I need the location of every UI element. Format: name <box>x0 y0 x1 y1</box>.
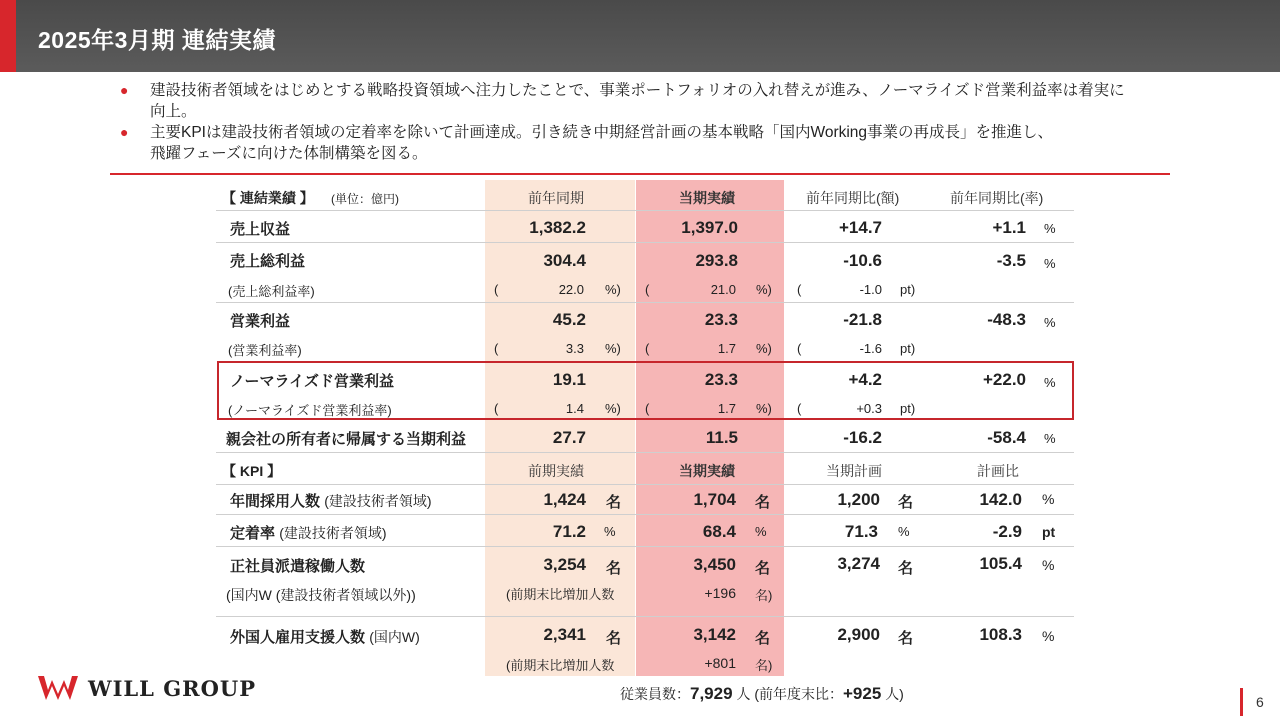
value-diff: -1.0 <box>859 282 882 297</box>
logo-text: WILL GROUP <box>88 676 257 701</box>
unit-people: 名 <box>755 494 771 511</box>
kpi-section-label: 【 KPI 】 <box>222 463 282 479</box>
value-prev: 304.4 <box>543 251 586 270</box>
summary-bullets <box>118 80 1178 164</box>
row-label-revenue: 売上収益 <box>230 221 291 238</box>
row-divider <box>216 302 1074 303</box>
value-rate: -58.4 <box>987 428 1026 447</box>
value-prev: 19.1 <box>552 370 586 389</box>
employee-count-note: 従業員数：7,929 人 (前年度末比：+925 人) <box>620 684 904 703</box>
value-diff: +4.2 <box>848 370 882 389</box>
value-curr: 1.7 <box>717 401 736 416</box>
page-number: 6 <box>1256 694 1264 710</box>
increase-label: (前期末比増加人数 <box>506 587 615 602</box>
unit-pct: % <box>1044 315 1056 330</box>
increase-label: (前期末比増加人数 <box>506 658 615 673</box>
value-ratio: -2.9 <box>992 522 1022 541</box>
unit-people: 名 <box>606 494 622 511</box>
value-plan: 3,274 <box>837 554 880 573</box>
row-label-normalized-margin: (ノーマライズド営業利益率) <box>228 403 392 418</box>
row-divider <box>216 452 1074 453</box>
value-curr: 68.4 <box>702 522 736 541</box>
col-header-ratio: 計画比 <box>977 463 1019 479</box>
value-prev: 71.2 <box>552 522 586 541</box>
unit-pct: % <box>898 524 910 539</box>
kpi-label-foreign: 外国人雇用支援人数 (国内W) <box>230 629 420 646</box>
value-ratio: 108.3 <box>979 625 1022 644</box>
divider <box>110 173 1170 175</box>
bullet-item: ● 主要KPIは建設技術者領域の定着率を除いて計画達成。引き続き中期経営計画の基本戦略「国内Working事業の再成長」を推進し、 飛躍フェーズに向けた体制構築を図る。 <box>120 124 1054 162</box>
unit-people: 名 <box>606 630 622 647</box>
row-label-gross-profit: 売上総利益 <box>230 253 306 270</box>
unit-people: 名 <box>898 494 914 511</box>
col-header-diff: 前年同期比(額) <box>806 190 900 206</box>
kpi-label-hires: 年間採用人数 (建設技術者領域) <box>230 493 432 510</box>
value-prev: 27.7 <box>552 428 586 447</box>
increase-value: +801 <box>704 655 736 671</box>
paren-close-pt: pt) <box>900 341 916 356</box>
unit-pct: % <box>1042 628 1055 644</box>
paren-open: ( <box>645 282 650 297</box>
row-label-operating-profit: 営業利益 <box>230 313 291 330</box>
paren-open: ( <box>797 401 802 416</box>
value-prev: 3,254 <box>543 555 586 574</box>
row-divider <box>216 210 1074 211</box>
value-diff: -16.2 <box>843 428 882 447</box>
paren-open: ( <box>494 341 499 356</box>
value-ratio: 142.0 <box>979 490 1022 509</box>
value-prev: 3.3 <box>565 341 584 356</box>
paren-open: ( <box>797 341 802 356</box>
paren-close-pt: pt) <box>900 282 916 297</box>
value-curr: 1.7 <box>717 341 736 356</box>
col-header-plan: 当期計画 <box>826 463 882 479</box>
unit-pct: % <box>755 524 767 539</box>
row-divider <box>216 484 1074 485</box>
slide-header <box>0 0 1280 72</box>
value-diff: +0.3 <box>856 401 882 416</box>
col-header-curr: 当期実績 <box>679 190 735 206</box>
row-divider <box>216 514 1074 515</box>
unit-pt: pt <box>1042 524 1056 540</box>
value-rate: -48.3 <box>987 310 1026 329</box>
paren-close-pct: %) <box>756 282 772 297</box>
increase-unit: 名) <box>755 658 773 673</box>
value-prev: 1,382.2 <box>529 218 586 237</box>
value-diff: +14.7 <box>838 218 882 237</box>
value-rate: -3.5 <box>996 251 1026 270</box>
value-plan: 2,900 <box>837 625 880 644</box>
col-header-curr: 当期実績 <box>679 463 735 479</box>
value-plan: 1,200 <box>837 490 880 509</box>
bullet-dot-icon: ● <box>120 82 129 98</box>
value-ratio: 105.4 <box>979 554 1022 573</box>
value-prev: 1.4 <box>565 401 584 416</box>
value-diff: -1.6 <box>859 341 882 356</box>
row-divider <box>216 616 1074 617</box>
paren-open: ( <box>645 401 650 416</box>
value-rate: +1.1 <box>992 218 1026 237</box>
results-section-label: 【 連結業績 】 <box>222 190 314 206</box>
unit-pct: % <box>1042 491 1055 507</box>
row-label-net-income: 親会社の所有者に帰属する当期利益 <box>226 431 467 448</box>
value-curr: 23.3 <box>704 310 738 329</box>
col-header-rate: 前年同期比(率) <box>950 190 1044 206</box>
paren-close-pct: %) <box>756 341 772 356</box>
value-diff: -10.6 <box>843 251 882 270</box>
value-prev: 1,424 <box>543 490 586 509</box>
unit-people: 名 <box>898 630 914 647</box>
bullet-dot-icon: ● <box>120 124 129 140</box>
paren-open: ( <box>494 401 499 416</box>
value-curr: 11.5 <box>705 428 738 447</box>
kpi-label-retention: 定着率 (建設技術者領域) <box>230 525 387 542</box>
unit-pct: % <box>1044 431 1056 446</box>
paren-open: ( <box>494 282 499 297</box>
value-plan: 71.3 <box>844 522 878 541</box>
value-curr: 21.0 <box>710 282 736 297</box>
paren-close-pct: %) <box>605 401 621 416</box>
paren-close-pct: %) <box>605 341 621 356</box>
row-label-gross-margin: (売上総利益率) <box>228 284 315 299</box>
unit-pct: % <box>1044 221 1056 236</box>
increase-value: +196 <box>704 585 736 601</box>
value-curr: 3,142 <box>693 625 736 644</box>
value-rate: +22.0 <box>982 370 1026 389</box>
kpi-label-dispatch: 正社員派遣稼働人数 <box>230 558 366 575</box>
unit-pct: % <box>604 524 616 539</box>
value-prev: 22.0 <box>558 282 584 297</box>
kpi-sublabel-dispatch: (国内W (建設技術者領域以外)) <box>226 587 416 603</box>
col-header-prev: 前年同期 <box>528 190 584 206</box>
value-curr: 23.3 <box>704 370 738 389</box>
col-header-prev: 前期実績 <box>528 463 584 479</box>
row-label-operating-margin: (営業利益率) <box>228 343 302 358</box>
paren-open: ( <box>797 282 802 297</box>
header-accent-bar <box>0 0 16 72</box>
row-label-normalized-op: ノーマライズド営業利益 <box>230 373 394 390</box>
unit-people: 名 <box>755 560 771 577</box>
bullet-item: ● 建設技術者領域をはじめとする戦略投資領域へ注力したことで、事業ポートフォリオの入れ替えが進み、ノーマライズド営業利益率は着実に 向上。 <box>120 82 1125 120</box>
paren-open: ( <box>645 341 650 356</box>
unit-pct: % <box>1044 375 1056 390</box>
page-number-bar <box>1240 688 1243 716</box>
value-prev: 2,341 <box>543 625 586 644</box>
will-group-logo-icon <box>36 674 80 702</box>
unit-pct: % <box>1042 557 1055 573</box>
unit-people: 名 <box>755 630 771 647</box>
paren-close-pct: %) <box>605 282 621 297</box>
row-divider <box>216 546 1074 547</box>
value-curr: 293.8 <box>695 251 738 270</box>
paren-close-pt: pt) <box>900 401 916 416</box>
unit-label: (単位：億円) <box>331 192 399 206</box>
unit-pct: % <box>1044 256 1056 271</box>
slide-title: 2025年3月期 連結実績 <box>38 27 276 53</box>
row-divider <box>216 242 1074 243</box>
paren-close-pct: %) <box>756 401 772 416</box>
value-curr: 1,704 <box>693 490 736 509</box>
unit-people: 名 <box>898 560 914 577</box>
value-diff: -21.8 <box>843 310 882 329</box>
value-prev: 45.2 <box>552 310 586 329</box>
value-curr: 3,450 <box>693 555 736 574</box>
increase-unit: 名) <box>755 588 773 603</box>
unit-people: 名 <box>606 560 622 577</box>
value-curr: 1,397.0 <box>681 218 738 237</box>
